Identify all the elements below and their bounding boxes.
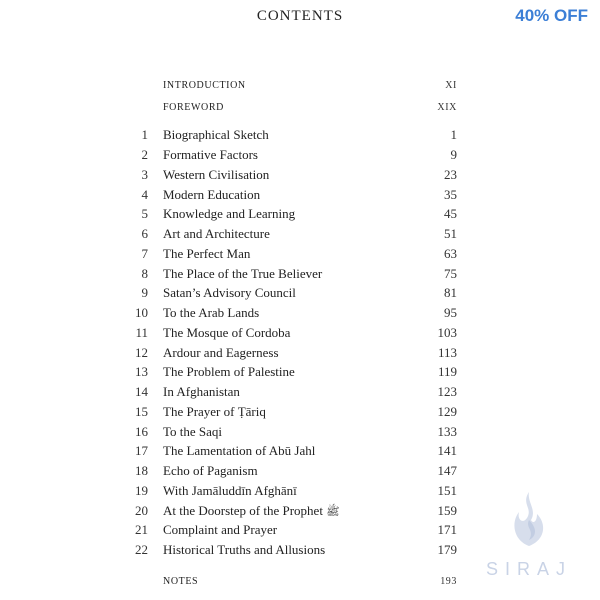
chapter-title: The Mosque of Cordoba: [163, 325, 291, 340]
chapter-number: 15: [135, 404, 148, 419]
chapter-page: 23: [444, 167, 457, 182]
chapter-page: 123: [437, 384, 457, 399]
chapter-title-text: At the Doorstep of the Prophet: [163, 503, 323, 518]
chapter-page: 179: [437, 542, 457, 557]
discount-badge: 40% OFF: [515, 6, 588, 25]
chapter-title: With Jamāluddīn Afghānī: [163, 483, 297, 498]
chapter-page: 103: [437, 325, 457, 340]
toc-chapter-row: [0, 187, 600, 205]
chapter-number: 18: [135, 463, 148, 478]
toc-chapter-row: [0, 384, 600, 402]
chapter-number: 16: [135, 424, 148, 439]
toc-chapter-row: [0, 285, 600, 303]
chapter-number: 10: [135, 305, 148, 320]
chapter-number: 8: [141, 266, 148, 281]
chapter-number: 17: [135, 443, 148, 458]
toc-entry-page: XI: [445, 80, 457, 91]
chapter-page: 133: [437, 424, 457, 439]
chapter-title: Ardour and Eagerness: [163, 345, 279, 360]
chapter-number: 3: [141, 167, 148, 182]
chapter-page: 75: [444, 266, 457, 281]
chapter-number: 12: [135, 345, 148, 360]
chapter-number: 4: [141, 187, 148, 202]
toc-chapter-row: [0, 325, 600, 343]
chapter-page: 45: [444, 206, 457, 221]
chapter-number: 11: [135, 325, 148, 340]
toc-entry-page: XIX: [437, 102, 457, 113]
chapter-title: Formative Factors: [163, 147, 258, 162]
chapter-page: 95: [444, 305, 457, 320]
toc-entry-label: INTRODUCTION: [163, 80, 246, 91]
logo-text: SIRAJ: [485, 559, 572, 579]
chapter-title: Historical Truths and Allusions: [163, 542, 326, 557]
chapter-page: 147: [437, 463, 457, 478]
chapter-number: 21: [135, 522, 148, 537]
chapter-page: 151: [437, 483, 457, 498]
toc-entry-introduction: [0, 80, 600, 94]
chapter-title: The Problem of Palestine: [163, 364, 295, 379]
chapter-title: Satan’s Advisory Council: [163, 285, 296, 300]
chapter-page: 81: [444, 285, 457, 300]
toc-chapter-row: [0, 305, 600, 323]
chapter-page: 119: [437, 364, 457, 379]
chapter-title: Biographical Sketch: [163, 127, 269, 142]
honorific-glyph: ﷺ: [326, 506, 340, 518]
chapter-number: 7: [141, 246, 148, 261]
toc-chapter-row: [0, 424, 600, 442]
chapter-title: The Place of the True Believer: [163, 266, 323, 281]
chapter-page: 141: [437, 443, 457, 458]
chapter-number: 14: [135, 384, 148, 399]
chapter-page: 159: [437, 503, 457, 518]
toc-chapter-row: [0, 463, 600, 481]
toc-chapter-row: [0, 404, 600, 422]
chapter-number: 13: [135, 364, 148, 379]
toc-chapter-row: [0, 443, 600, 461]
toc-entry-label: FOREWORD: [163, 102, 224, 113]
toc-entry-foreword: [0, 102, 600, 116]
chapter-title: Western Civilisation: [163, 167, 270, 182]
chapter-number: 5: [141, 206, 148, 221]
toc-chapter-row: [0, 167, 600, 185]
chapter-title: Art and Architecture: [163, 226, 270, 241]
siraj-logo: [474, 490, 584, 580]
chapter-page: 63: [444, 246, 457, 261]
chapter-page: 129: [437, 404, 457, 419]
chapter-page: 9: [450, 147, 457, 162]
page-title: CONTENTS: [256, 8, 344, 24]
chapter-number: 22: [135, 542, 148, 557]
chapter-title: To the Arab Lands: [163, 305, 260, 320]
chapter-title: The Prayer of Ṭāriq: [163, 404, 266, 419]
chapter-page: 113: [437, 345, 457, 360]
toc-chapter-row: [0, 266, 600, 284]
chapter-title: The Perfect Man: [163, 246, 251, 261]
chapter-title: Echo of Paganism: [163, 463, 258, 478]
chapter-page: 1: [450, 127, 457, 142]
chapter-title: [163, 503, 340, 521]
toc-chapter-row: [0, 147, 600, 165]
chapter-title: Modern Education: [163, 187, 261, 202]
chapter-number: 2: [141, 147, 148, 162]
chapter-page: 171: [437, 522, 457, 537]
chapter-title: In Afghanistan: [163, 384, 240, 399]
chapter-number: 1: [141, 127, 148, 142]
chapter-title: To the Saqi: [163, 424, 223, 439]
chapter-title: Complaint and Prayer: [163, 522, 278, 537]
toc-chapter-row: [0, 206, 600, 224]
toc-chapter-row: [0, 246, 600, 264]
chapter-number: 9: [141, 285, 148, 300]
chapter-number: 6: [141, 226, 148, 241]
toc-entry-label: NOTES: [163, 576, 199, 587]
toc-entry-page: 193: [440, 576, 457, 587]
chapter-title: The Lamentation of Abū Jahl: [163, 443, 316, 458]
flame-icon: [507, 490, 551, 552]
toc-chapter-row: [0, 345, 600, 363]
toc-chapter-row: [0, 127, 600, 145]
chapter-number: 20: [135, 503, 148, 518]
chapter-page: 35: [444, 187, 457, 202]
chapter-page: 51: [444, 226, 457, 241]
toc-chapter-row: [0, 226, 600, 244]
chapter-number: 19: [135, 483, 148, 498]
toc-chapter-row: [0, 364, 600, 382]
chapter-title: Knowledge and Learning: [163, 206, 296, 221]
